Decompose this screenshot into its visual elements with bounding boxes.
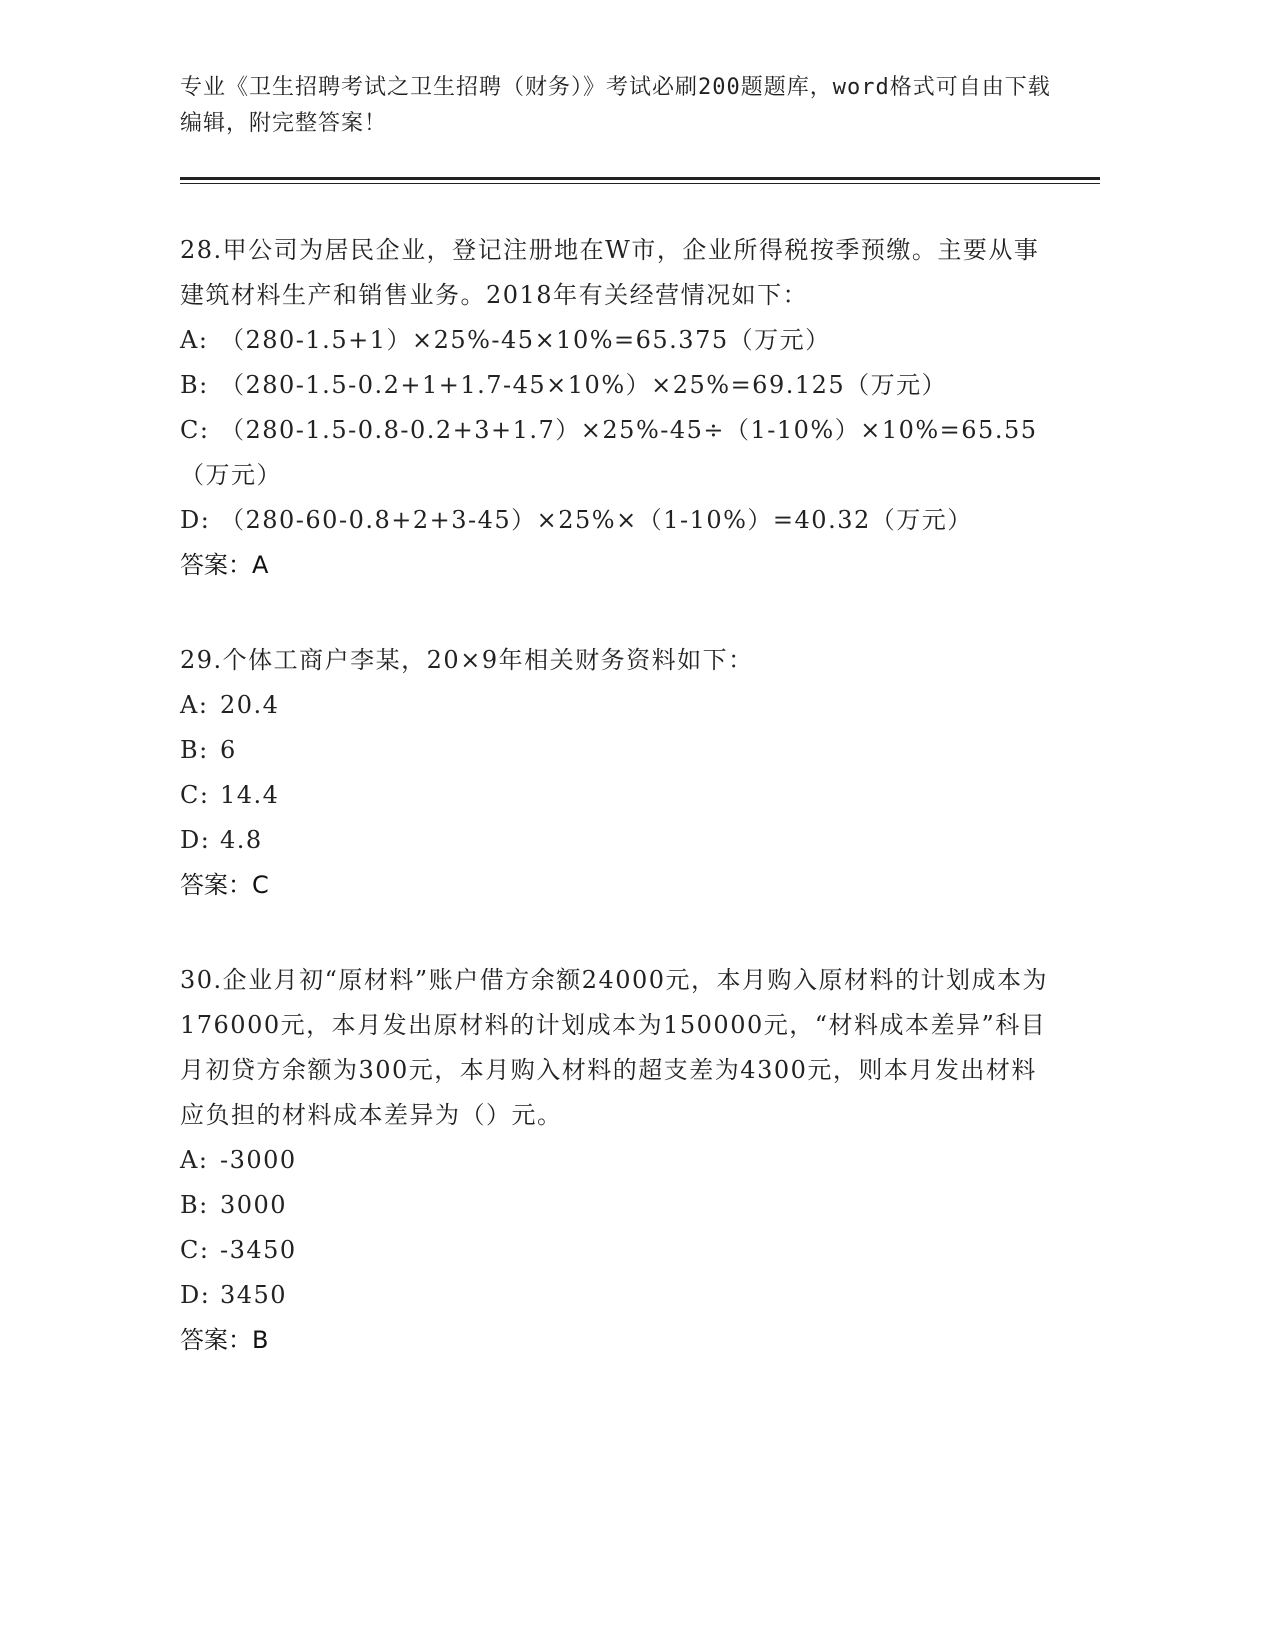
option-c [180, 773, 1060, 818]
option-text: 6 [220, 736, 237, 764]
option-text: 3450 [220, 1281, 288, 1309]
option-a [180, 1138, 1060, 1183]
option-c [180, 408, 1060, 498]
option-b [180, 728, 1060, 773]
answer-line: 答案：B [180, 1326, 269, 1354]
option-letter: B: [180, 736, 209, 764]
option-b [180, 363, 1060, 408]
option-d [180, 1273, 1060, 1318]
option-letter: C: [180, 1236, 210, 1264]
option-c [180, 1228, 1060, 1273]
option-text: （280-60-0.8+2+3-45）×25%×（1-10%）=40.32（万元） [220, 506, 973, 534]
question-stem: 28.甲公司为居民企业，登记注册地在W市，企业所得税按季预缴。主要从事建筑材料生产和销售业务。2018年有关经营情况如下： [180, 236, 1040, 309]
option-text: （280-1.5-0.8-0.2+3+1.7）×25%-45÷（1-10%）×10%=65.55（万元） [180, 416, 1038, 489]
option-letter: B: [180, 371, 209, 399]
option-letter: C: [180, 416, 210, 444]
question-stem: 30.企业月初“原材料”账户借方余额24000元，本月购入原材料的计划成本为176000元，本月发出原材料的计划成本为150000元，“材料成本差异”科目月初贷方余额为300元，本月购入材料的超支差为4300元，则本月发出材料应负担的材料成本差异为（）元。 [180, 966, 1049, 1129]
option-letter: C: [180, 781, 210, 809]
option-text: 4.8 [220, 826, 263, 854]
option-letter: A: [180, 326, 209, 354]
question-29 [180, 638, 1060, 908]
question-stem: 29.个体工商户李某，20×9年相关财务资料如下： [180, 646, 754, 674]
question-30 [180, 958, 1060, 1363]
option-text: 20.4 [220, 691, 280, 719]
option-letter: A: [180, 1146, 209, 1174]
question-28 [180, 228, 1060, 588]
option-text: （280-1.5-0.2+1+1.7-45×10%）×25%=69.125（万元） [220, 371, 948, 399]
option-letter: D: [180, 506, 211, 534]
option-a [180, 318, 1060, 363]
option-text: 14.4 [220, 781, 280, 809]
option-letter: D: [180, 1281, 211, 1309]
header-divider-thick [180, 177, 1100, 180]
option-b [180, 1183, 1060, 1228]
option-text: （280-1.5+1）×25%-45×10%=65.375（万元） [220, 326, 831, 354]
header-divider-thin [180, 183, 1100, 184]
option-letter: B: [180, 1191, 209, 1219]
option-d [180, 498, 1060, 543]
document-header [180, 70, 1060, 142]
header-text: 专业《卫生招聘考试之卫生招聘（财务）》考试必刷200题题库，word格式可自由下载编辑，附完整答案！ [180, 75, 1051, 136]
option-text: -3000 [220, 1146, 297, 1174]
answer-line: 答案：C [180, 871, 269, 899]
option-a [180, 683, 1060, 728]
option-letter: D: [180, 826, 211, 854]
question-list [180, 228, 1060, 1413]
answer-line: 答案：A [180, 551, 269, 579]
option-d [180, 818, 1060, 863]
option-text: -3450 [220, 1236, 297, 1264]
option-letter: A: [180, 691, 209, 719]
option-text: 3000 [220, 1191, 288, 1219]
